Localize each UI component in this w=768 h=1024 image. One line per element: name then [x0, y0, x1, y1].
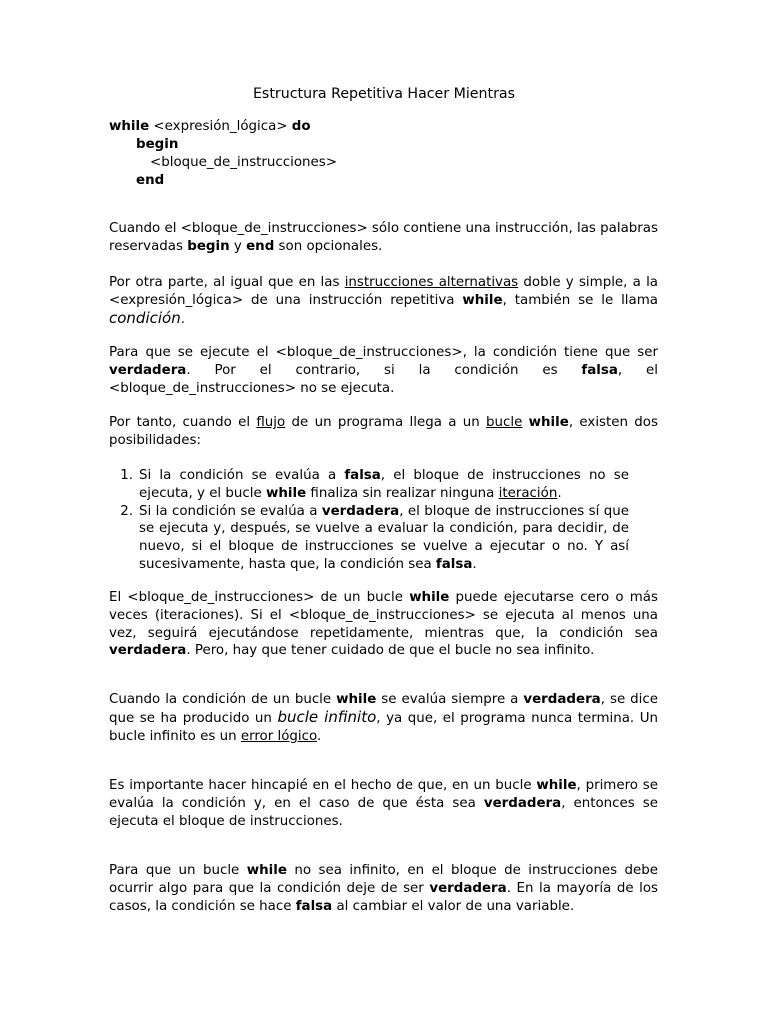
syntax-line-block — [109, 154, 658, 172]
link-flujo[interactable]: flujo — [256, 415, 286, 430]
paragraph-7 — [109, 777, 658, 830]
bold-term: verdadera — [109, 643, 187, 659]
text: doble y simple, a la <expresión_lógica> de una instrucción repetitiva — [109, 275, 659, 308]
text: . Por el contrario, si la condición es — [186, 362, 582, 378]
bold-term: verdadera — [483, 795, 562, 811]
text: Por otra parte, al igual que en las — [109, 275, 345, 290]
text: . — [557, 485, 562, 501]
syntax-block-placeholder: <bloque_de_instrucciones> — [150, 155, 337, 170]
text: no sea infinito, en el bloque de instrucciones debe ocurrir algo para que la condición deje de ser — [109, 863, 658, 896]
text: Cuando la condición de un bucle — [109, 692, 337, 707]
keyword-while: while — [109, 119, 150, 134]
syntax-line-while — [109, 118, 658, 136]
bold-term: end — [246, 238, 275, 254]
text: Cuando el <bloque_de_instrucciones> sólo contiene una instrucción, las palabras reservadas — [109, 221, 658, 254]
bold-term: verdadera — [109, 362, 187, 378]
paragraph-3 — [109, 344, 658, 397]
bold-term: while — [409, 590, 450, 605]
text: , también se le llama — [502, 292, 658, 308]
bold-term: while — [462, 292, 503, 308]
paragraph-6 — [109, 691, 658, 745]
text: , primero se evalúa la condición y, en el caso de que ésta sea — [109, 778, 658, 811]
link-error-logico[interactable]: error lógico — [240, 728, 317, 744]
bold-term: falsa — [295, 898, 333, 914]
bold-term: while — [246, 863, 287, 878]
text: son opcionales. — [274, 238, 383, 254]
paragraph-8 — [109, 862, 658, 915]
text: Para que un bucle — [109, 863, 247, 878]
text: se evalúa siempre a — [376, 692, 524, 707]
bold-term: falsa — [581, 362, 618, 378]
bold-term: verdadera — [523, 692, 601, 707]
text: , el bloque de instrucciones sí que se ejecuta y, después, se vuelve a evaluar la condición, para decidir, de nuevo, si el bloque de instrucciones se vuelve a ejecutar o no. Y así sucesivamente, hasta que, la condición sea — [139, 503, 629, 572]
link-iteracion[interactable]: iteración — [498, 485, 558, 501]
text: El <bloque_de_instrucciones> de un bucle — [109, 590, 410, 605]
list-number-text: 2. — [120, 503, 133, 519]
bold-term: falsa — [344, 468, 381, 483]
text: , ya que, el programa nunca termina. Un bucle infinito es un — [109, 710, 658, 744]
italic-term: bucle infinito — [277, 707, 377, 726]
text: Es importante hacer hincapié en el hecho de que, en un bucle — [109, 778, 537, 793]
italic-term: condición — [109, 308, 181, 327]
paragraph-5 — [109, 589, 658, 660]
text: , se dice que se ha producido un — [109, 692, 658, 726]
text: Si la condición se evalúa a — [139, 468, 345, 483]
syntax-expression: <expresión_lógica> — [149, 119, 292, 134]
syntax-line-end — [109, 172, 658, 190]
possibilities-list — [109, 467, 629, 574]
text: . Pero, hay que tener cuidado de que el bucle no sea infinito. — [186, 643, 595, 659]
text: , existen dos posibilidades: — [109, 415, 658, 448]
keyword-begin: begin — [136, 137, 179, 152]
bold-term: while — [265, 485, 307, 501]
bold-term: begin — [187, 238, 230, 254]
text: puede ejecutarse cero o más veces (iteraciones). Si el <bloque_de_instrucciones> se ejecuta al menos una vez, seguirá ejecutándose repetidamente, mientras que, la condición sea — [109, 590, 658, 641]
bold-term: while — [528, 415, 569, 430]
bold-term: verdadera — [429, 880, 507, 896]
paragraph-2 — [109, 274, 658, 328]
text: Si la condición se evalúa a — [139, 503, 322, 519]
bold-term: while — [536, 778, 577, 793]
keyword-do: do — [291, 119, 311, 134]
paragraph-1 — [109, 220, 658, 256]
text: , el <bloque_de_instrucciones> no se ejecuta. — [109, 362, 658, 396]
text: Para que se ejecute el <bloque_de_instrucciones>, la condición tiene que ser — [109, 345, 658, 360]
syntax-line-begin — [109, 136, 658, 154]
bold-term: verdadera — [321, 503, 400, 519]
link-instrucciones-alternativas[interactable]: instrucciones alternativas — [344, 275, 519, 290]
page-title: Estructura Repetitiva Hacer Mientras — [252, 86, 516, 102]
bold-term: falsa — [435, 556, 473, 572]
text: . — [180, 311, 185, 327]
text: finaliza sin realizar ninguna — [306, 485, 499, 501]
text: y — [229, 238, 247, 254]
paragraph-4 — [109, 414, 658, 450]
bold-term: while — [336, 692, 377, 707]
text: . — [316, 728, 322, 744]
text: Por tanto, cuando el — [109, 415, 257, 430]
link-bucle[interactable]: bucle — [486, 415, 523, 430]
list-item — [109, 467, 629, 503]
list-item — [109, 503, 629, 574]
text: , el bloque de instrucciones no se ejecuta, y el bucle — [139, 468, 629, 501]
list-number-text: 1. — [120, 468, 133, 483]
syntax-block — [109, 118, 658, 190]
text: al cambiar el valor de una variable. — [332, 898, 575, 914]
text: . En la mayoría de los casos, la condición se hace — [109, 880, 659, 914]
text: , entonces se ejecuta el bloque de instrucciones. — [109, 795, 658, 829]
text: de un programa llega a un — [285, 415, 487, 430]
text: . — [472, 556, 477, 572]
keyword-end: end — [136, 173, 165, 188]
